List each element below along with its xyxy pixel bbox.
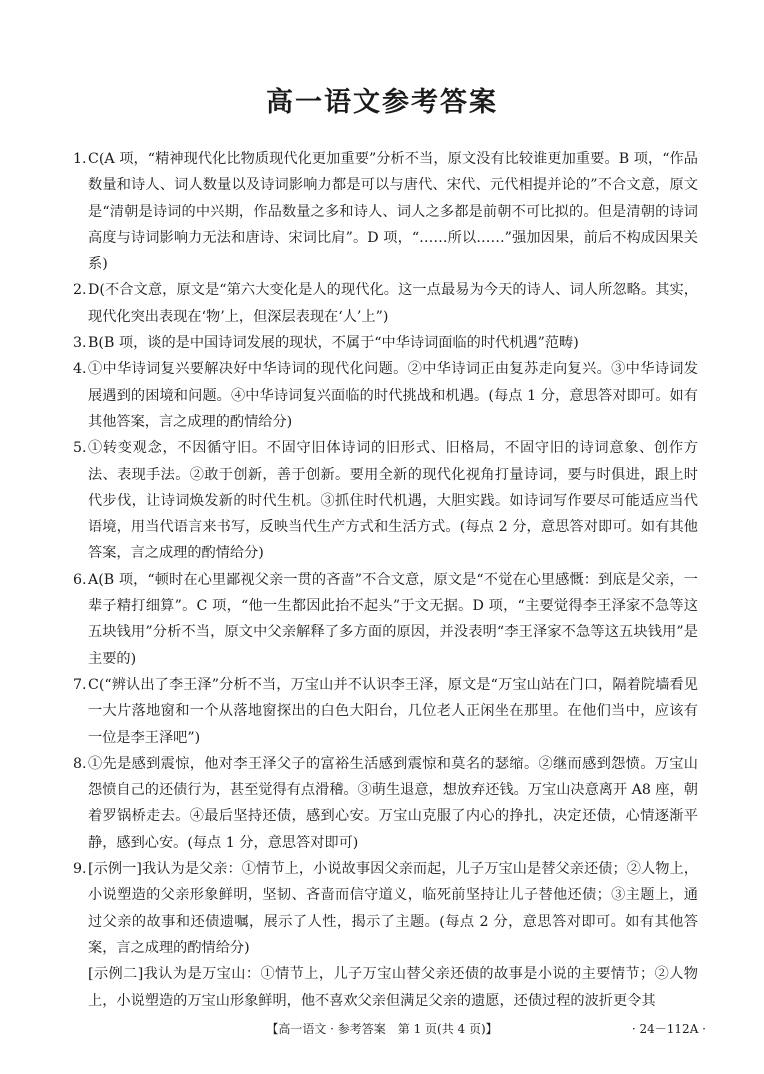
- item-number: 5.: [73, 440, 87, 457]
- item-number: 2.: [73, 282, 87, 299]
- footer-page-info: 【高一语文 · 参考答案 第 1 页(共 4 页)】: [266, 1022, 498, 1036]
- item-text: [示例二]我认为是万宝山：①情节上，儿子万宝山替父亲还债的故事是小说的主要情节；②人物上，小说塑造的万宝山形象鲜明，他不喜欢父亲但满足父亲的遗愿，还债过程的波折更令其: [88, 966, 698, 1009]
- item-number: 6.: [73, 571, 87, 588]
- item-text: ①转变观念，不因循守旧。不固守旧体诗词的旧形式、旧格局，不固守旧的诗词意象、创作方法、表现手法。②敢于创新，善于创新。要用全新的现代化视角打量诗词，要与时俱进，跟上时代步伐，让诗词焕发新的时代生机。③抓住时代机遇，大胆实践。如诗词写作要尽可能适应当代语境，用当代语言来书写，反映当代生产方式和生活方式。(每点 2 分，意思答对即可。如有其他答案，言之成理的酌情给分): [88, 440, 698, 562]
- footer-code: · 24－112A ·: [631, 1022, 706, 1036]
- answer-item-6: [74, 567, 698, 672]
- answer-item-7: [74, 672, 698, 751]
- answer-item-5: [74, 435, 698, 566]
- answer-item-8: [74, 751, 698, 856]
- item-text: B(B 项，谈的是中国诗词发展的现状，不属于“中华诗词面临的时代机遇”范畴): [88, 335, 579, 352]
- answer-list: [74, 146, 698, 1014]
- answer-item-2: [74, 277, 698, 330]
- answer-item-9-example-2: [74, 961, 698, 1014]
- answer-item-4: [74, 356, 698, 435]
- answer-item-1: [74, 146, 698, 277]
- item-text: [示例一]我认为是父亲：①情节上，小说故事因父亲而起，儿子万宝山是替父亲还债；②人物上，小说塑造的父亲形象鲜明，坚韧、吝啬而信守道义，临死前坚持让儿子替他还债；③主题上，通过父亲的故事和还债遗嘱，展示了人性，揭示了主题。(每点 2 分，意思答对即可。如有其他答案，言之成理的酌情给分): [88, 861, 698, 956]
- item-text: D(不合文意，原文是“第六大变化是人的现代化。这一点最易为今天的诗人、词人所忽略。其实，现代化突出表现在‘物’上，但深层表现在‘人’上”): [88, 282, 698, 325]
- item-number: 4.: [73, 361, 87, 378]
- item-text: ①中华诗词复兴要解决好中华诗词的现代化问题。②中华诗词正由复苏走向复兴。③中华诗词发展遇到的困境和问题。④中华诗词复兴面临的时代挑战和机遇。(每点 1 分，意思答对即可。如有其他答案，言之成理的酌情给分): [88, 361, 698, 430]
- page-title: 高一语文参考答案: [266, 87, 498, 118]
- item-number: 7.: [73, 676, 87, 693]
- item-text: A(B 项，“顿时在心里鄙视父亲一贯的吝啬”不合文意，原文是“不觉在心里感慨：到底是父亲，一辈子精打细算”。C 项，“他一生都因此抬不起头”于文无据。D 项，“主要觉得李王泽家不急等这五块钱用”分析不当，原文中父亲解释了多方面的原因，并没表明“李王泽家不急等这五块钱用”是主要的): [88, 571, 698, 667]
- page-footer: [0, 1020, 764, 1044]
- item-number: 1.: [73, 151, 87, 167]
- item-number: 3.: [73, 335, 87, 352]
- item-number: 8.: [73, 755, 87, 772]
- item-number: 9.: [73, 861, 87, 878]
- item-text: C(A 项，“精神现代化比物质现代化更加重要”分析不当，原文没有比较谁更加重要。B 项，“作品数量和诗人、词人数量以及诗词影响力都是可以与唐代、宋代、元代相提并论的”不合文意，原文是“清朝是诗词的中兴期，作品数量之多和诗人、词人之多都是前朝不可比拟的。但是清朝的诗词高度与诗词影响力无法和唐诗、宋词比肩”。D 项，“……所以……”强加因果，前后不构成因果关系): [88, 151, 698, 273]
- item-text: ①先是感到震惊，他对李王泽父子的富裕生活感到震惊和莫名的瑟缩。②继而感到怨愤。万宝山怨愤自己的还债行为，甚至觉得有点滑稽。③萌生退意，想放弃还钱。万宝山决意离开 A8 座，朝着罗锅桥走去。④最后坚持还债，感到心安。万宝山克服了内心的挣扎，决定还债，心情逐渐平静，感到心安。(每点 1 分，意思答对即可): [88, 755, 698, 851]
- answer-item-9: [74, 856, 698, 961]
- answer-item-3: [74, 330, 698, 356]
- item-text: C(“辨认出了李王泽”分析不当，万宝山并不认识李王泽，原文是“万宝山站在门口，隔着院墙看见一大片落地窗和一个从落地窗探出的白色大阳台，几位老人正闲坐在那里。在他们当中，应该有一位是李王泽吧”): [88, 676, 698, 746]
